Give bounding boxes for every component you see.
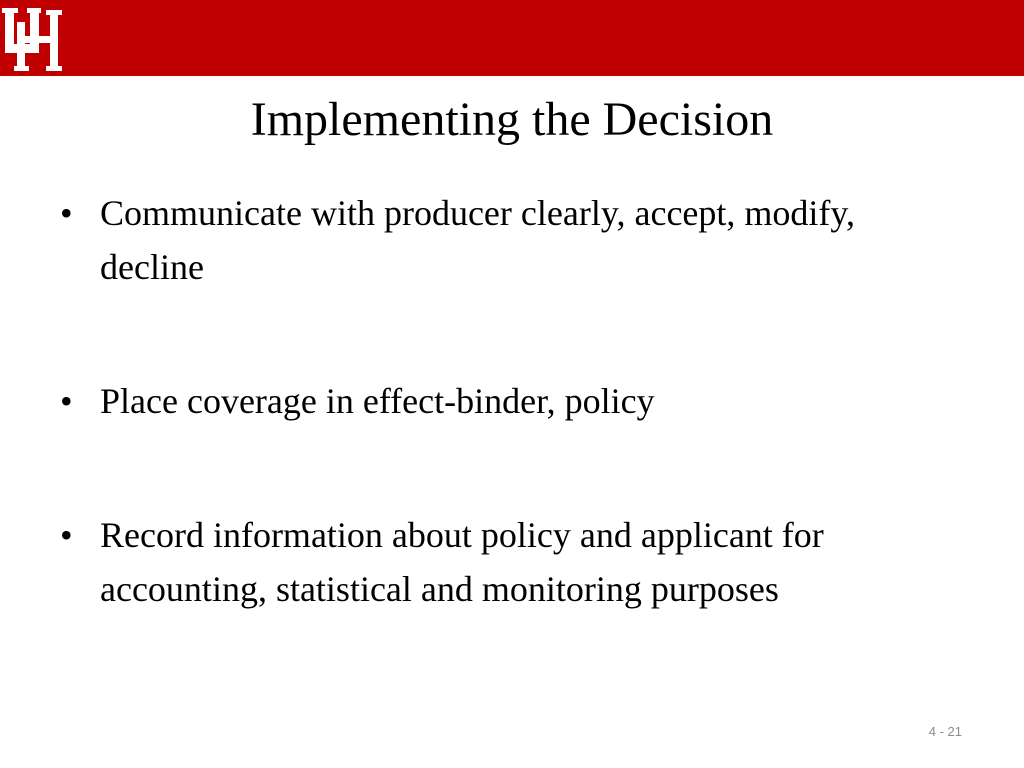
bullet-icon: • — [60, 381, 73, 421]
bullet-text: Record information about policy and applicant for accounting, statistical and monitoring purposes — [100, 515, 824, 609]
bullet-icon: • — [60, 515, 73, 555]
bullet-icon: • — [60, 193, 73, 233]
page-number: 4 - 21 — [928, 724, 962, 739]
slide-title: Implementing the Decision — [250, 93, 774, 146]
list-item — [56, 186, 966, 294]
bullet-text: Place coverage in effect-binder, policy — [100, 381, 655, 421]
header-bar — [0, 0, 1024, 76]
list-item — [56, 374, 966, 428]
bullet-list — [56, 186, 966, 696]
list-item — [56, 508, 966, 616]
bullet-text: Communicate with producer clearly, accept, modify, decline — [100, 193, 856, 287]
uh-interlocking-logo-icon — [0, 0, 66, 76]
